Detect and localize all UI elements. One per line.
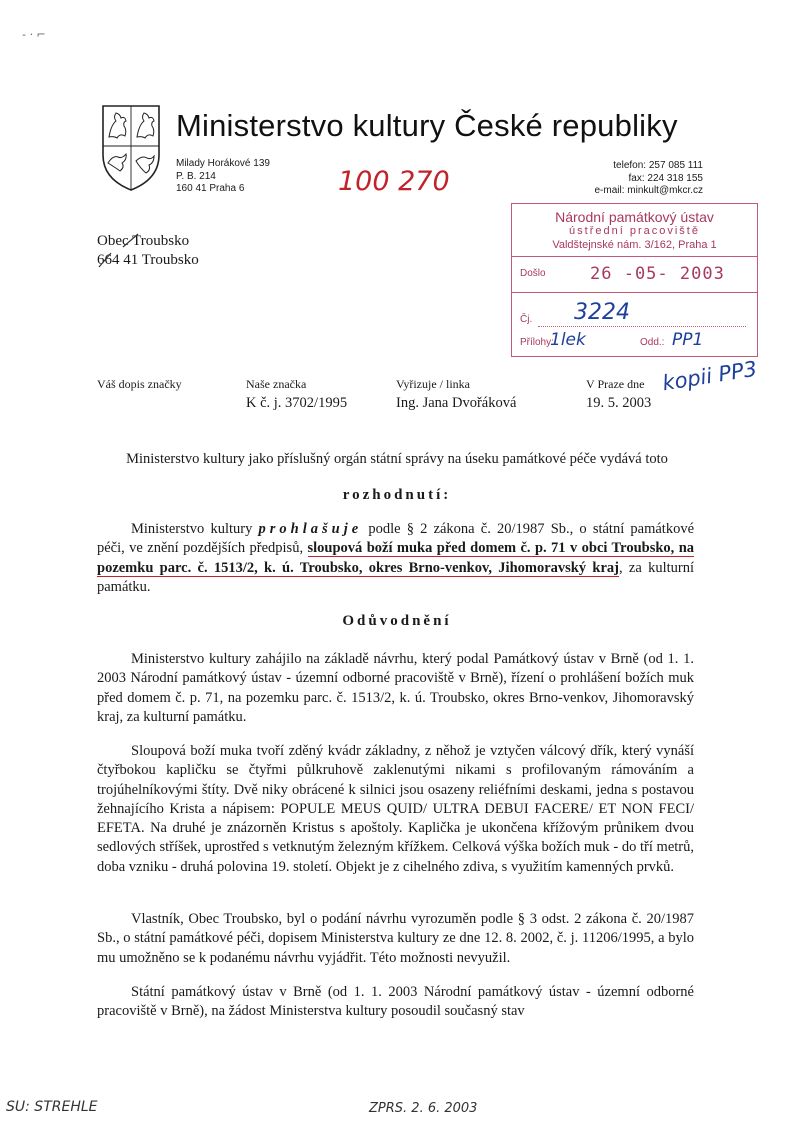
received-stamp [511, 203, 758, 357]
phone: telefon: 257 085 111 [613, 160, 703, 171]
recipient-city: 664 41 Troubsko [97, 252, 199, 268]
decision-object: sloupová boží muka před domem č. p. 71 v obci Troubsko, na pozemku parc. č. 1513/2, k. ú. Troubsko, okres Brno-venkov, Jihomoravský kraj [97, 540, 695, 576]
stamp-dotted-line [538, 326, 746, 327]
decision-legal-basis: podle § 2 zákona č. 20/1987 Sb., o státní památkové péči, ve znění pozdějších předpisů, [97, 521, 695, 557]
decision-subject: Ministerstvo kultury [131, 521, 253, 537]
handwritten-ref-number: 100 270 [338, 166, 450, 197]
stamp-attachments-value: 1lek [550, 330, 586, 350]
stamp-subtitle: ústřední pracoviště [569, 225, 700, 237]
handler-label: Vyřizuje / linka [396, 377, 470, 391]
corner-handwritten-marks: - · ⌐ [22, 28, 46, 41]
our-ref-label: Naše značka [246, 377, 307, 391]
handwritten-correction-strokes [94, 231, 194, 271]
date-value: 19. 5. 2003 [586, 395, 652, 411]
decision-verb: prohlašuje [258, 521, 363, 537]
date-label: V Praze dne [586, 377, 645, 391]
stamp-received-date: 26 -05- 2003 [590, 264, 725, 284]
our-ref-value: K č. j. 3702/1995 [246, 395, 348, 411]
reasoning-paragraph-3: Vlastník, Obec Troubsko, byl o podání návrhu vyrozuměn podle § 3 odst. 2 zákona č. 20/1987 Sb., o státní památkové péči, dopisem Ministerstva kultury ze dne 12. 8. 2002, č. j. 11206/1995, a bylo mu umožněno se k podanému návrhu vyjádřit. Této možnosti nevyužil. [97, 911, 694, 966]
stamp-number-value: 3224 [574, 300, 630, 325]
stamp-divider [512, 292, 757, 293]
stamp-attachments-label: Přílohy: [520, 337, 554, 348]
decision-heading: rozhodnutí: [342, 487, 452, 503]
ministry-contacts [595, 160, 704, 198]
email: e-mail: minkult@mkcr.cz [594, 185, 703, 196]
reasoning-paragraph-2: Sloupová boží muka tvoří zděný kvádr základny, z něhož je vztyčen válcový dřík, který vynáší čtyřbokou kapličku se čtyřmi půlkruhově zaklenutými nikami s profilovaným rámováním a trojúhelníkovými štíty. Dvě niky obrácené k silnici jsou osazeny reliéfními deskami, jedna s postavou žehnajícího Krista a nápisem: POPULE MEUS QUID/ ULTRA DEBUI FACERE/ ET NON FECI/ EFETA. Na druhé je znázorněn Kristus s apoštoly. Kaplička je ukončena křížovým průnikem dvou sedlových stříšek, uprostřed s vetknutým železným křížkem. Celková výška božích muk - do tří metrů, doba vzniku - druhá polovina 19. století. Objekt je z cihelného zdiva, s využitím kamenných prvků. [97, 743, 694, 875]
stamp-number-label: Čj. [520, 314, 533, 325]
fax: fax: 224 318 155 [628, 172, 703, 184]
decision-ending: , za kulturní památku. [97, 559, 694, 595]
handler-value: Ing. Jana Dvořáková [396, 395, 517, 411]
handwritten-copy-note: kopii PP3 [660, 356, 759, 396]
reasoning-paragraph-1: Ministerstvo kultury zahájilo na základě návrhu, který podal Památkový ústav v Brně (od 1. 1. 2003 Národní památkový ústav - územní odborné pracoviště v Brně), řízení o prohlášení božích muk před domem č. p. 71, na pozemku parc. č. 1513/2, k. ú. Troubsko, okres Brno-venkov, Jihomoravský kraj, za kulturní památku. [97, 651, 694, 725]
ministry-address [176, 158, 270, 196]
intro-text: Ministerstvo kultury jako příslušný orgán státní správy na úseku památkové péče vydává toto [126, 451, 668, 467]
handwritten-footer-date: ZPRS. 2. 6. 2003 [369, 1101, 478, 1116]
stamp-received-label: Došlo [520, 268, 546, 279]
handwritten-footer-note: SU: STREHLE [6, 1099, 98, 1115]
stamp-divider [512, 256, 757, 257]
stamp-department-value: PP1 [672, 330, 704, 350]
reasoning-paragraph-4: Státní památkový ústav v Brně (od 1. 1. 2003 Národní památkový ústav - územní odborné pracoviště v Brně), na žádost Ministerstva kultury posoudil současný stav [97, 984, 694, 1020]
address-line: 160 41 Praha 6 [176, 183, 245, 194]
stamp-address: Valdštejnské nám. 3/162, Praha 1 [552, 239, 717, 251]
your-ref-label: Váš dopis značky [97, 377, 182, 391]
decision-paragraph [97, 520, 694, 597]
reasoning-heading: Odůvodnění [342, 613, 452, 629]
stamp-title: Národní památkový ústav [555, 209, 714, 225]
czech-coat-of-arms-icon [100, 103, 162, 193]
stamp-department-label: Odd.: [640, 337, 665, 348]
recipient-name: Obec Troubsko [97, 233, 190, 249]
ministry-title: Ministerstvo kultury České republiky [176, 108, 678, 143]
address-line: P. B. 214 [176, 170, 216, 182]
address-line: Milady Horákové 139 [176, 158, 270, 169]
